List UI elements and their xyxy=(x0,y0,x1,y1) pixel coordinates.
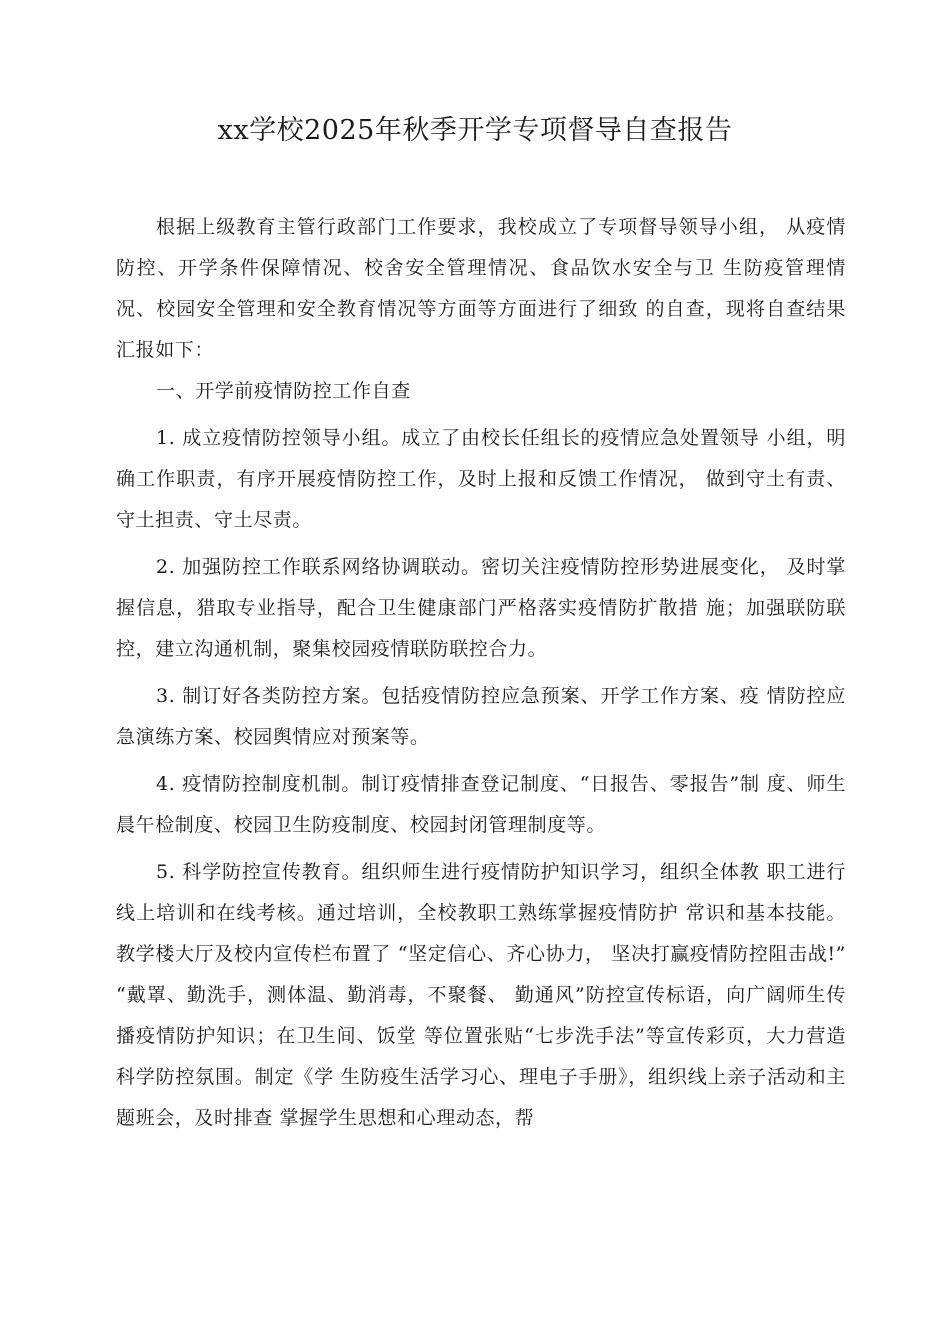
section-heading: 一、开学前疫情防控工作自查 xyxy=(156,380,411,402)
list-item-1: 1. 成立疫情防控领导小组。成立了由校长任组长的疫情应急处置领导 小组，明确工作职责，有序开展疫情防控工作，及时上报和反馈工作情况， 做到守土有责、守土担责、守土尽责。 xyxy=(116,427,846,531)
list-item-4: 4. 疫情防控制度机制。制订疫情排查登记制度、“日报告、零报告”制 度、师生晨午检制度、校园卫生防疫制度、校园封闭管理制度等。 xyxy=(116,773,846,836)
list-item-2: 2. 加强防控工作联系网络协调联动。密切关注疫情防控形势进展变化， 及时掌握信息，猎取专业指导，配合卫生健康部门严格落实疫情防扩散措 施；加强联防联控，建立沟通机制，聚集校园疫情联防联控合力。 xyxy=(116,556,846,660)
document-title: xx学校2025年秋季开学专项督导自查报告 xyxy=(217,115,733,146)
list-item-5: 5. 科学防控宣传教育。组织师生进行疫情防护知识学习，组织全体教 职工进行线上培训和在线考核。通过培训，全校教职工熟练掌握疫情防护 常识和基本技能。教学楼大厅及校内宣传栏布置了 “坚定信心、齐心协力， 坚决打赢疫情防控阻击战!” “戴罩、勤洗手，测体温、勤消毒，不聚餐、 勤通风”防控宣传标语，向广阔师生传播疫情防护知识；在卫生间、饭堂 等位置张贴“七步洗手法”等宣传彩页，大力营造科学防控氛围。制定《学 生防疫生活学习心、理电子手册》，组织线上亲子活动和主题班会，及时排查 掌握学生思想和心理动态，帮 xyxy=(116,861,846,1129)
document-body xyxy=(116,207,846,1139)
intro-paragraph: 根据上级教育主管行政部门工作要求，我校成立了专项督导领导小组， 从疫情防控、开学条件保障情况、校舍安全管理情况、食品饮水安全与卫 生防疫管理情况、校园安全管理和安全教育情况等方面等方面进行了细致 的自查，现将自查结果汇报如下： xyxy=(116,216,846,361)
list-item-3: 3. 制订好各类防控方案。包括疫情防控应急预案、开学工作方案、疫 情防控应急演练方案、校园舆情应对预案等。 xyxy=(116,685,846,748)
